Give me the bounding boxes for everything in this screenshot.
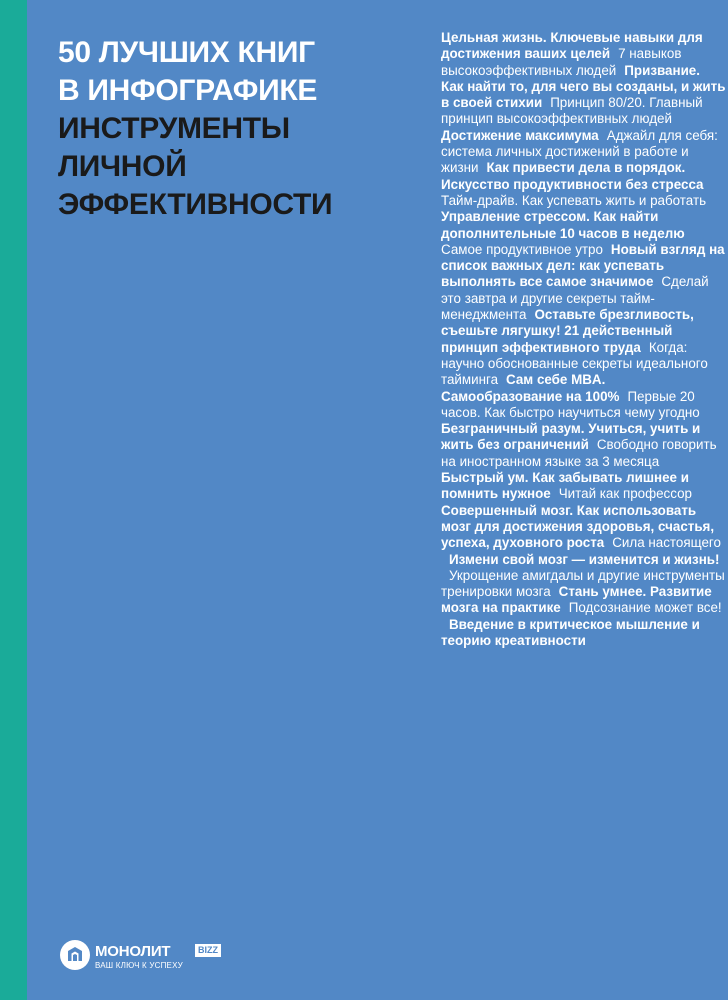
book-title: Совершенный мозг. Как использовать мозг для достижения здоровья, счастья, успеха, духовного роста <box>441 502 715 551</box>
book-title: Тайм-драйв. Как успевать жить и работать <box>441 192 707 208</box>
cover-title-block <box>58 34 388 224</box>
book-title: Первые 20 часов. Как быстро научиться чему угодно <box>441 388 700 420</box>
cover-title-line-1: 50 ЛУЧШИХ КНИГ <box>58 36 315 69</box>
book-title: Достижение максимума <box>441 127 599 143</box>
book-title: Сам себе MBA. Самообразование на 100% <box>441 372 620 404</box>
book-title: Как привести дела в порядок. Искусство продуктивности без стресса <box>441 160 704 192</box>
book-title: Самое продуктивное утро <box>441 241 603 257</box>
book-title: Измени свой мозг — изменится и жизнь! <box>449 551 720 567</box>
book-title: Аджайл для себя: система личных достижений в работе и жизни <box>441 127 718 176</box>
book-title: Принцип 80/20. Главный принцип высокоэффективных людей <box>441 95 703 127</box>
book-title: Призвание. Как найти то, для чего вы созданы, и жить в своей стихии <box>441 62 726 111</box>
book-title: Читай как профессор <box>558 486 692 502</box>
book-title: Цельная жизнь. Ключевые навыки для достижения ваших целей <box>441 30 703 62</box>
book-title: Управление стрессом. Как найти дополнительные 10 часов в неделю <box>441 209 685 241</box>
cover-title-line-2: В ИНФОГРАФИКЕ <box>58 74 318 107</box>
book-title: Сила настоящего <box>612 535 721 551</box>
cover-subtitle-line-2: ЛИЧНОЙ <box>58 150 187 183</box>
monolit-logo-icon <box>60 940 90 970</box>
publisher-tagline: ВАШ КЛЮЧ К УСПЕХУ <box>95 961 183 970</box>
book-title: Укрощение амигдалы и другие инструменты тренировки мозга <box>441 567 725 600</box>
book-title: Введение в критическое мышление и теорию креативности <box>441 616 700 648</box>
book-title: Подсознание может все! <box>568 600 722 616</box>
book-title: Быстрый ум. Как забывать лишнее и помнить нужное <box>441 470 689 502</box>
publisher-badge: BIZZ <box>195 944 221 957</box>
book-title: Новый взгляд на список важных дел: как успевать выполнять все самое значимое <box>441 241 725 290</box>
cover-subtitle-line-1: ИНСТРУМЕНТЫ <box>58 112 290 145</box>
publisher-logo <box>60 940 240 976</box>
book-list <box>441 30 726 649</box>
book-title: Когда: научно обоснованные секреты идеального тайминга <box>441 339 708 388</box>
cover-subtitle-line-3: ЭФФЕКТИВНОСТИ <box>58 188 333 221</box>
publisher-name: МОНОЛИТ <box>95 943 171 960</box>
book-title: Оставьте брезгливость, съешьте лягушку! 21 действенный принцип эффективного труда <box>441 307 694 355</box>
cover-spine-stripe <box>0 0 27 1000</box>
book-title: Свободно говорить на иностранном языке за 3 месяца <box>441 437 717 469</box>
book-title: Безграничный разум. Учиться, учить и жить без ограничений <box>441 421 701 453</box>
book-title: 7 навыков высокоэффективных людей <box>441 46 682 78</box>
book-title: Сделай это завтра и другие секреты тайм-менеджмента <box>441 274 709 323</box>
book-title: Стань умнее. Развитие мозга на практике <box>441 584 712 616</box>
